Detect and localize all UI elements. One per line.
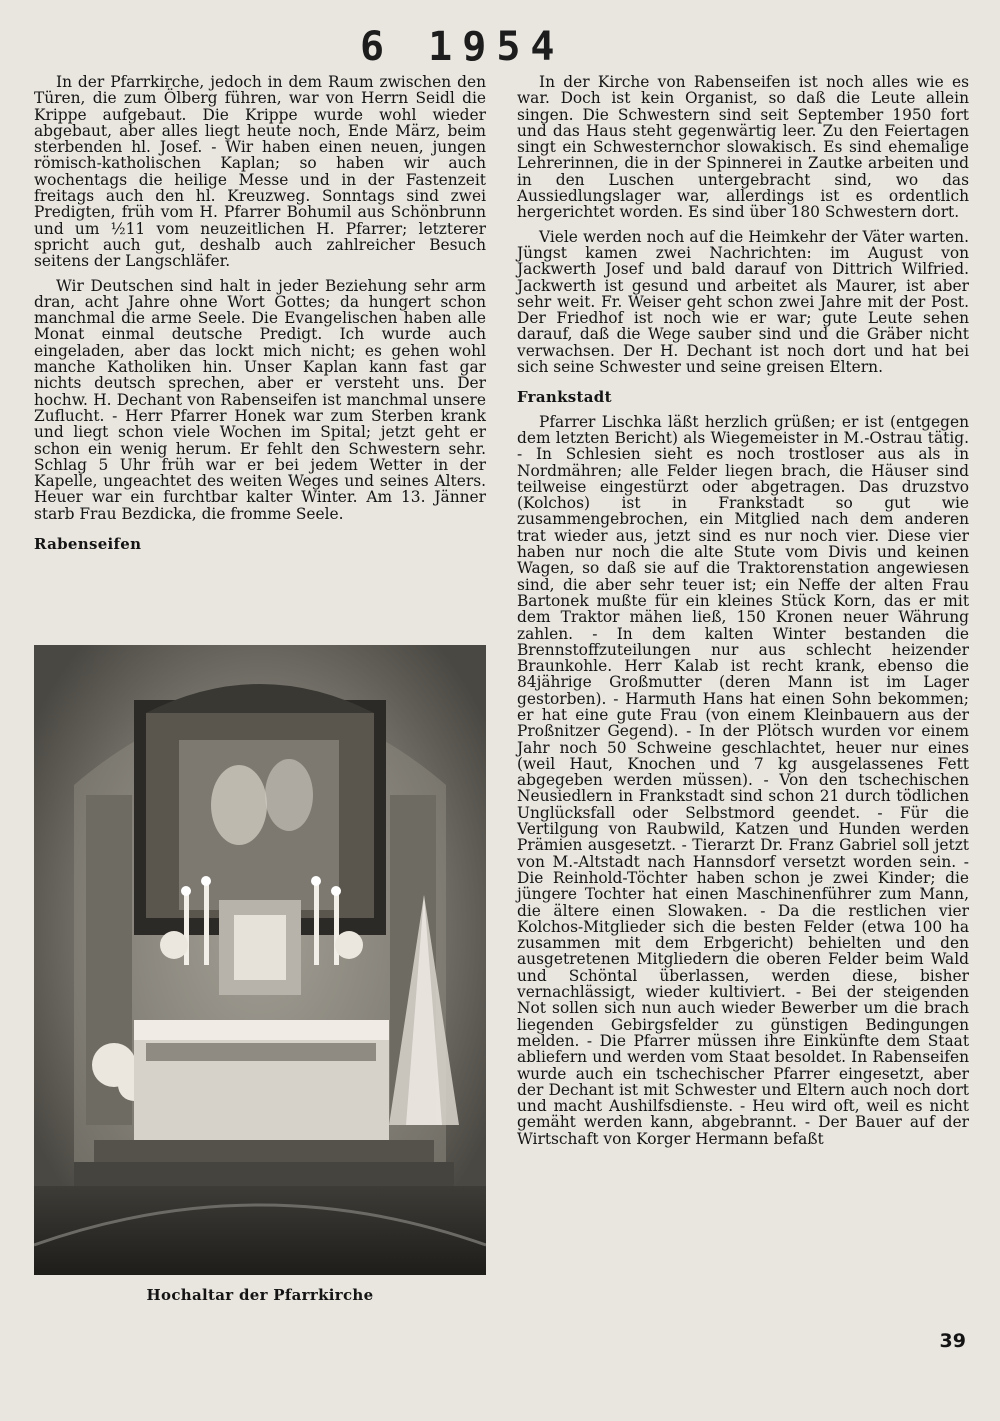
page-number: 39 <box>939 1330 966 1352</box>
section-heading-frankstadt: Frankstadt <box>517 388 612 407</box>
left-column <box>34 74 486 560</box>
section-heading-rabenseifen: Rabenseifen <box>34 535 142 554</box>
altar-photo <box>34 645 486 1275</box>
issue-header: 6 1954 <box>360 24 565 70</box>
paragraph: Pfarrer Lischka läßt herzlich grüßen; er ist (entgegen dem letzten Bericht) als Wiegemeister in M.-Ostrau tätig. - In Schlesien sieht es noch trostloser aus als in Nordmähren; alle Felder liegen brach, die Häuser sind teilweise eingestürzt oder abgetragen. Das druzstvo (Kolchos) ist in Frankstadt so gut wie zusammengebrochen, ein Mitglied nach dem anderen trat wieder aus, jetzt sind es nur noch vier. Diese vier haben nur noch die alte Stute vom Divis und keinen Wagen, so daß sie auf die Traktorenstation angewiesen sind, die aber sehr teuer ist; ein Neffe der alten Frau Bartonek mußte für ein kleines Stück Korn, das er mit dem Traktor mähen ließ, 150 Kronen neuer Währung zahlen. - In dem kalten Winter bestanden die Brennstoffzuteilungen nur aus schlecht heizender Braunkohle. Herr Kalab ist recht krank, ebenso die 84jährige Großmutter (deren Mann ist im Lager gestorben). - Harmuth Hans hat einen Sohn bekommen; er hat eine gute Frau (von einem Kleinbauern aus der Proßnitzer Gegend). - In der Plötsch wurden vor einem Jahr noch 50 Schweine geschlachtet, heuer nur eines (weil Haut, Knochen und 7 kg ausgelassenes Fett abgegeben werden müssen). - Von den tschechischen Neusiedlern in Frankstadt sind schon 21 durch tödlichen Unglücksfall oder Selbstmord geendet. - Für die Vertilgung von Raubwild, Katzen und Hunden werden Prämien ausgesetzt. - Tierarzt Dr. Franz Gabriel soll jetzt von M.-Altstadt nach Hannsdorf versetzt worden sein. - Die Reinhold-Töchter haben schon je zwei Kinder; die jüngere Tochter hat einen Maschinenführer zum Mann, die ältere einen Slowaken. - Da die restlichen vier Kolchos-Mitglieder sich die besten Felder (etwa 100 ha zusammen mit dem Erbgericht) behielten und den ausgetretenen Mitgliedern die oberen Felder beim Wald und Schöntal überlassen, werden diese, bisher vernachlässigt, wieder kultiviert. - Bei der steigenden Not sollen sich nun auch wieder Bewerber um die brach liegenden Gebirgsfelder zu günstigen Bedingungen melden. - Die Pfarrer müssen ihre Einkünfte dem Staat abliefern und werden vom Staat besoldet. In Rabenseifen wurde auch ein tschechischer Pfarrer eingesetzt, aber der Dechant ist mit Schwester und Eltern auch noch dort und macht Aushilfsdienste. - Heu wird oft, weil es nicht gemäht werden kann, abgebrannt. - Der Bauer auf der Wirtschaft von Korger Hermann befaßt <box>517 412 969 1148</box>
paragraph: In der Pfarrkirche, jedoch in dem Raum zwischen den Türen, die zum Ölberg führen, war von Herrn Seidl die Krippe aufgebaut. Die Krippe wurde wohl wieder abgebaut, aber alles liegt heute noch, Ende März, beim sterbenden hl. Josef. - Wir haben einen neuen, jungen römisch-katholischen Kaplan; so haben wir auch wochentags die heilige Messe und in der Fastenzeit freitags auch den hl. Kreuzweg. Sonntags sind zwei Predigten, früh vom H. Pfarrer Bohumil aus Schönbrunn und um ½11 vom neuzeitlichen H. Pfarrer; letzterer spricht auch gut, deshalb auch zahlreicher Besuch seitens der Langschläfer. <box>34 73 486 271</box>
paragraph: In der Kirche von Rabenseifen ist noch alles wie es war. Doch ist kein Organist, so daß die Leute allein singen. Die Schwestern sind seit September 1950 fort und das Haus steht gegenwärtig leer. Zu den Feiertagen singt ein Schwesternchor slowakisch. Es sind ehemalige Lehrerinnen, die in der Spinnerei in Zautke arbeiten und in den Luschen untergebracht sind, wo das Aussiedlungslager war, allerdings ist es ordentlich hergerichtet worden. Es sind über 180 Schwestern dort. <box>517 73 969 222</box>
photo-caption: Hochaltar der Pfarrkirche <box>146 1286 374 1304</box>
right-column <box>517 74 969 1155</box>
altar-photo-image <box>34 645 486 1275</box>
paragraph: Wir Deutschen sind halt in jeder Beziehung sehr arm dran, acht Jahre ohne Wort Gottes; da hungert schon manchmal die arme Seele. Die Evangelischen haben alle Monat einmal deutsche Predigt. Ich wurde auch eingeladen, aber das lockt mich nicht; es gehen wohl manche Katholiken hin. Unser Kaplan kann fast gar nichts deutsch sprechen, aber er versteht uns. Der hochw. H. Dechant von Rabenseifen ist manchmal unsere Zuflucht. - Herr Pfarrer Honek war zum Sterben krank und liegt schon viele Wochen im Spital; jetzt geht er schon ein wenig herum. Er fehlt den Schwestern sehr. Schlag 5 Uhr früh war er bei jedem Wetter in der Kapelle, ungeachtet des weiten Weges und seines Alters. Heuer war ein furchtbar kalter Winter. Am 13. Jänner starb Frau Bezdicka, die fromme Seele. <box>34 276 486 523</box>
paragraph: Viele werden noch auf die Heimkehr der Väter warten. Jüngst kamen zwei Nachrichten: im August von Jackwerth Josef und bald darauf von Dittrich Wilfried. Jackwerth ist gesund und arbeitet als Maurer, ist aber sehr weit. Fr. Weiser geht schon zwei Jahre mit der Post. Der Friedhof ist noch wie er war; gute Leute sehen darauf, daß die Wege sauber sind und die Gräber nicht verwachsen. Der H. Dechant ist noch dort und hat bei sich seine Schwester und seine greisen Eltern. <box>517 227 969 377</box>
